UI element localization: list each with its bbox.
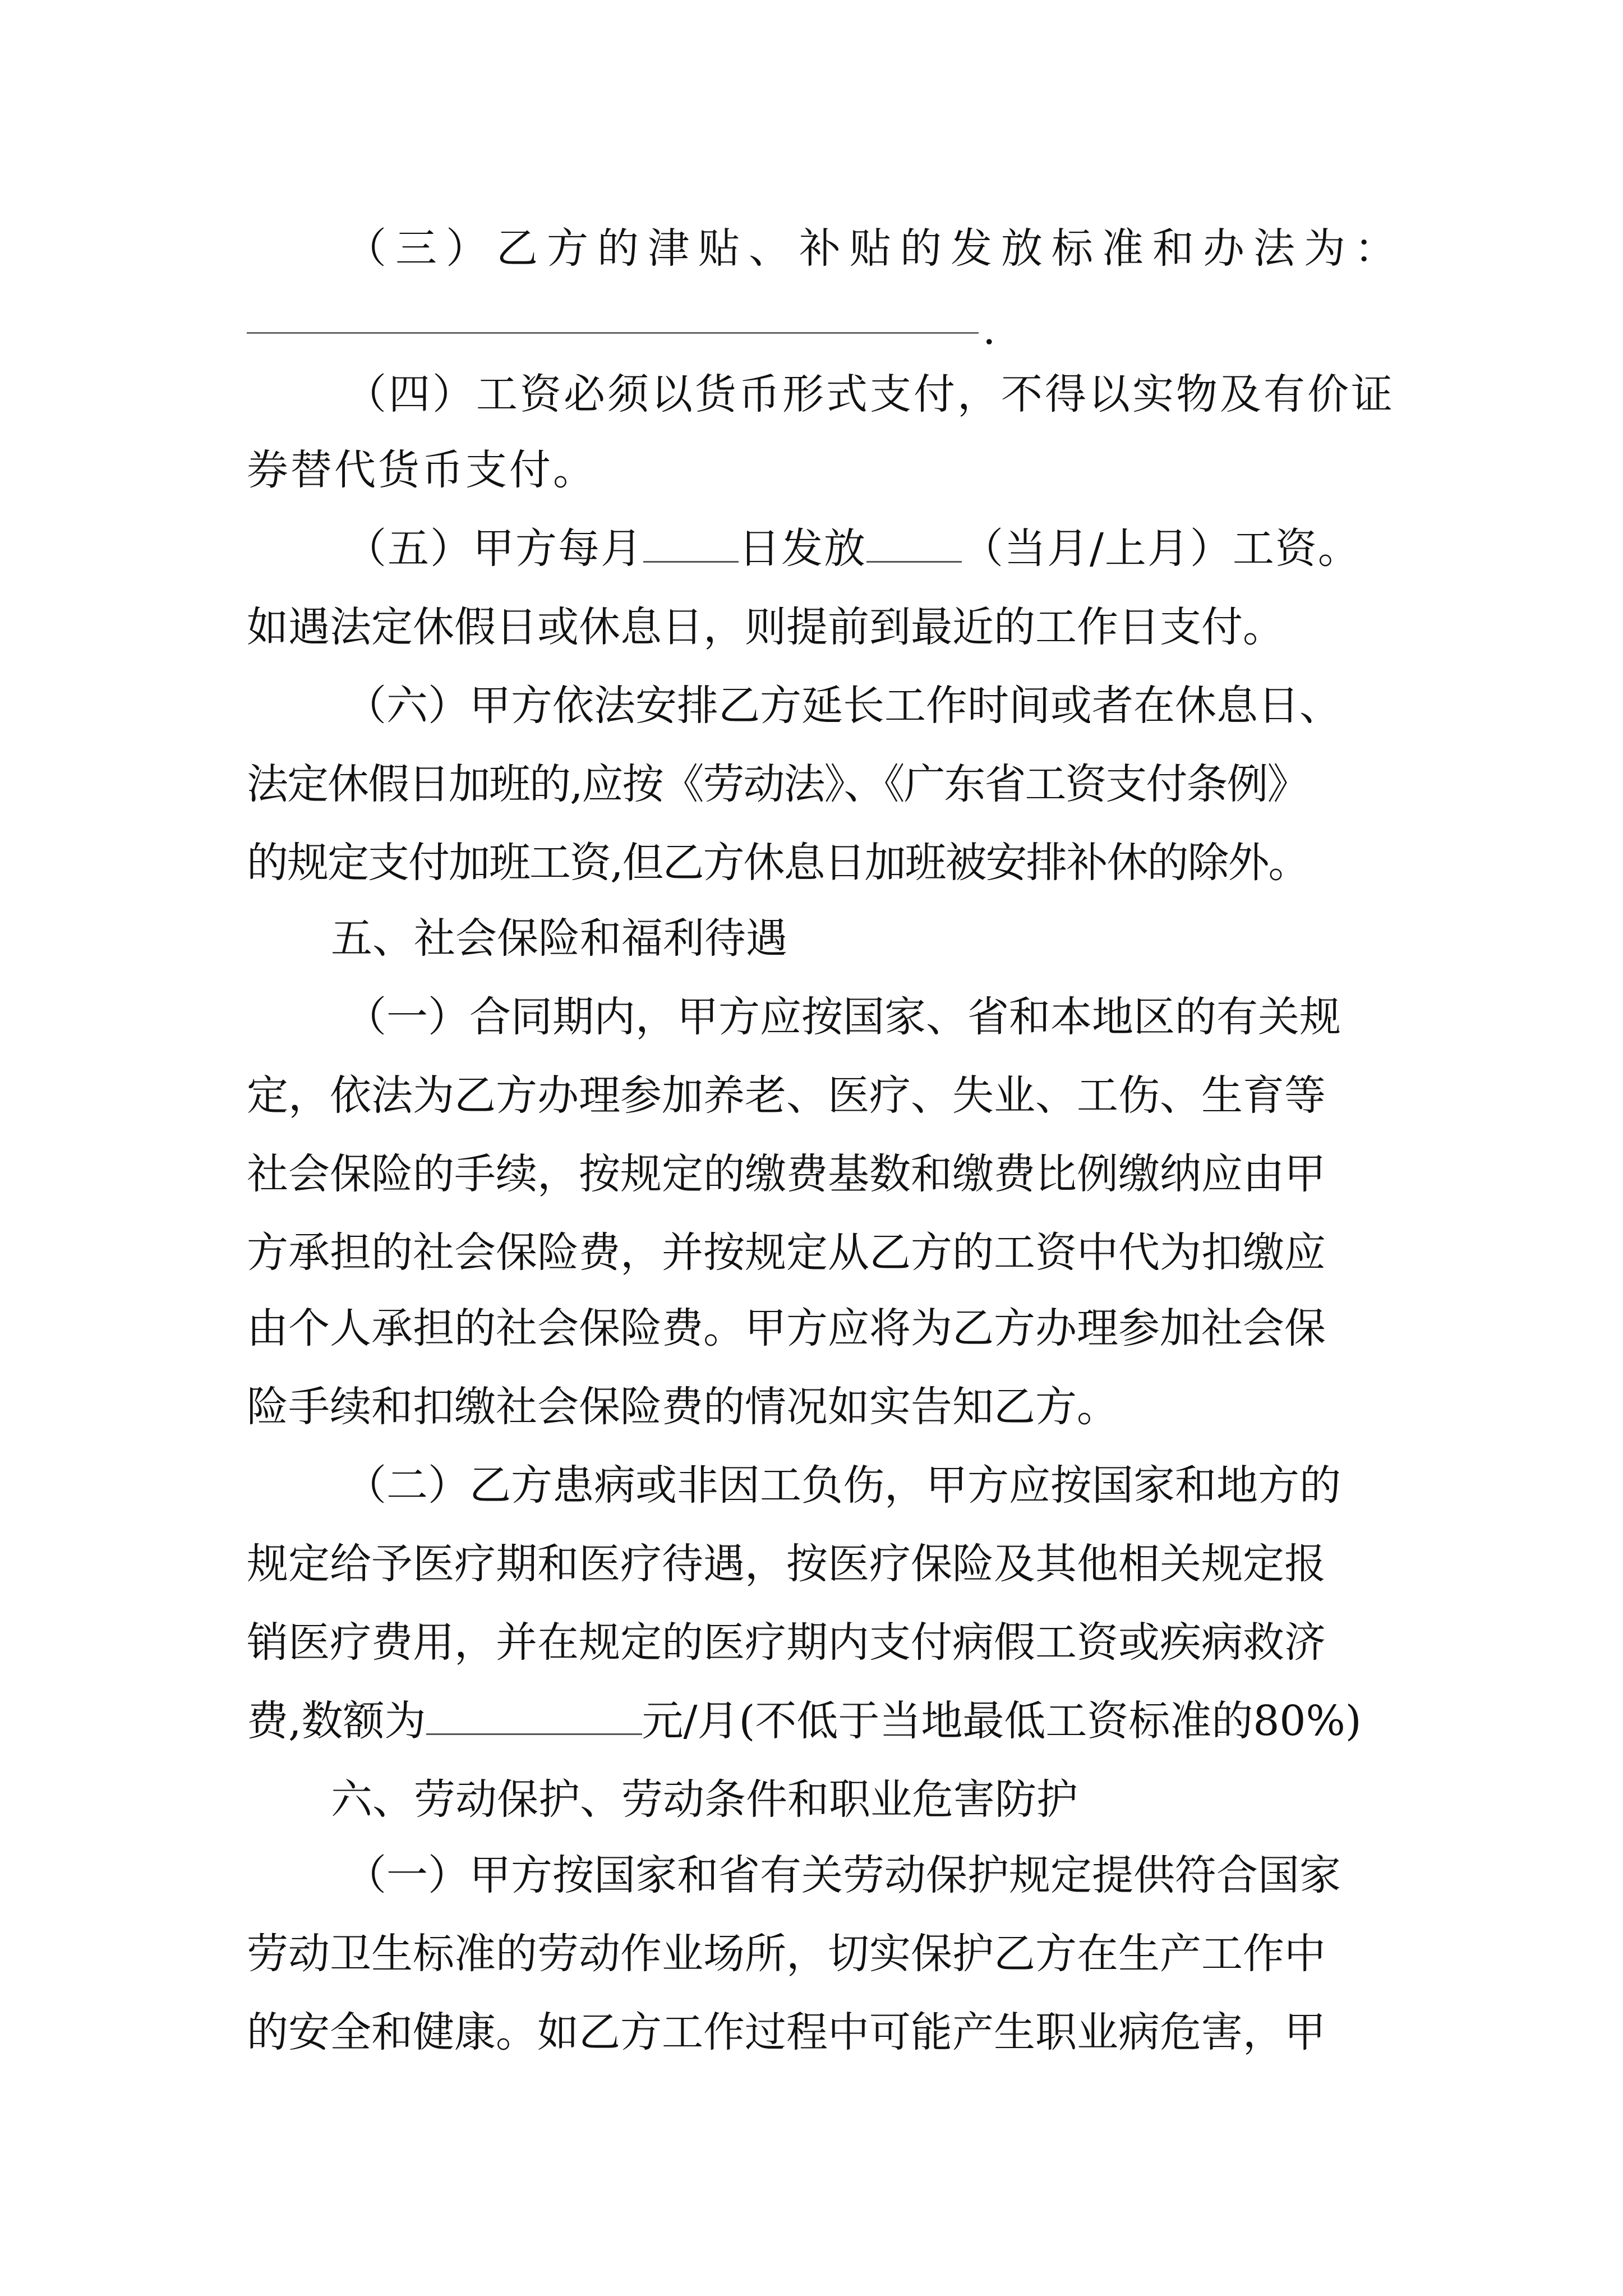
clause-5-1-line-4 [247, 1226, 1326, 1280]
clause-5-2-line-2 [247, 1537, 1326, 1591]
clause-4-5-line-1 [345, 522, 1361, 576]
clause-text: 规定给予医疗期和医疗待遇，按医疗保险及其他相关规定报 [247, 1540, 1326, 1588]
clause-text: 元/月(不低于当地最低工资标准的80%) [642, 1697, 1362, 1745]
clause-text: 的安全和健康。如乙方工作过程中可能产生职业病危害，甲 [247, 2008, 1326, 2056]
clause-5-1-line-3 [247, 1147, 1326, 1201]
clause-text: 的规定支付加班工资,但乙方休息日加班被安排补休的除外。 [247, 839, 1309, 887]
clause-text: （二）乙方患病或非因工负伤，甲方应按国家和地方的 [345, 1461, 1341, 1510]
clause-text: （一）甲方按国家和省有关劳动保护规定提供符合国家 [345, 1851, 1341, 1899]
clause-6-1-line-1 [345, 1848, 1341, 1902]
clause-text: （一）合同期内，甲方应按国家、省和本地区的有关规 [345, 993, 1341, 1041]
clause-5-1-line-2 [247, 1069, 1326, 1122]
clause-text: 定，依法为乙方办理参加养老、医疗、失业、工伤、生育等 [247, 1071, 1326, 1120]
fill-in-blank-allowance [247, 332, 979, 334]
clause-text: （三）乙方的津贴、补贴的发放标准和办法为： [345, 224, 1405, 273]
section-6-heading [331, 1773, 1078, 1826]
clause-text: 销医疗费用，并在规定的医疗期内支付病假工资或疾病救济 [247, 1618, 1326, 1667]
clause-4-6-line-1 [345, 679, 1341, 733]
clause-4-6-line-3 [247, 836, 1309, 890]
clause-text: （六）甲方依法安排乙方延长工作时间或者在休息日、 [345, 682, 1341, 730]
clause-4-3-line [345, 222, 1405, 275]
clause-text: （五）甲方每月 [345, 524, 643, 573]
clause-text: 日发放 [739, 524, 866, 573]
clause-4-4-line-2 [247, 443, 597, 497]
clause-text: （当月/上月）工资。 [962, 524, 1361, 573]
clause-5-2-line-1 [345, 1458, 1341, 1512]
clause-text: 劳动卫生标准的劳动作业场所，切实保护乙方在生产工作中 [247, 1930, 1326, 1978]
line-end-dot: . [983, 306, 996, 354]
clause-5-1-line-1 [345, 990, 1341, 1044]
clause-4-5-line-2 [247, 600, 1284, 654]
clause-6-1-line-2 [247, 1927, 1326, 1981]
heading-text: 六、劳动保护、劳动条件和职业危害防护 [331, 1775, 1078, 1824]
heading-text: 五、社会保险和福利待遇 [331, 914, 787, 963]
clause-5-1-line-6 [247, 1380, 1118, 1434]
fill-in-blank-pay-day [643, 522, 739, 563]
fill-in-blank-sick-pay [426, 1694, 642, 1735]
clause-5-2-line-3 [247, 1616, 1326, 1669]
clause-text: 法定休假日加班的,应按《劳动法》、《广东省工资支付条例》 [247, 760, 1308, 808]
clause-5-2-line-4 [247, 1694, 1362, 1748]
clause-text: 由个人承担的社会保险费。甲方应将为乙方办理参加社会保 [247, 1304, 1326, 1352]
clause-5-1-line-5 [247, 1301, 1326, 1355]
clause-text: 险手续和扣缴社会保险费的情况如实告知乙方。 [247, 1383, 1118, 1431]
clause-text: （四）工资必须以货币形式支付，不得以实物及有价证 [345, 370, 1395, 418]
clause-text: 券替代货币支付。 [247, 446, 597, 494]
clause-text: 方承担的社会保险费，并按规定从乙方的工资中代为扣缴应 [247, 1228, 1326, 1277]
clause-4-6-line-2 [247, 757, 1308, 811]
clause-6-1-line-3 [247, 2005, 1326, 2059]
section-5-heading [331, 912, 787, 965]
clause-text: 费,数额为 [247, 1697, 426, 1745]
clause-text: 如遇法定休假日或休息日，则提前到最近的工作日支付。 [247, 603, 1284, 651]
clause-4-4-line-1 [345, 367, 1395, 421]
clause-text: 社会保险的手续，按规定的缴费基数和缴费比例缴纳应由甲 [247, 1150, 1326, 1198]
fill-in-blank-pay-month [866, 522, 962, 563]
